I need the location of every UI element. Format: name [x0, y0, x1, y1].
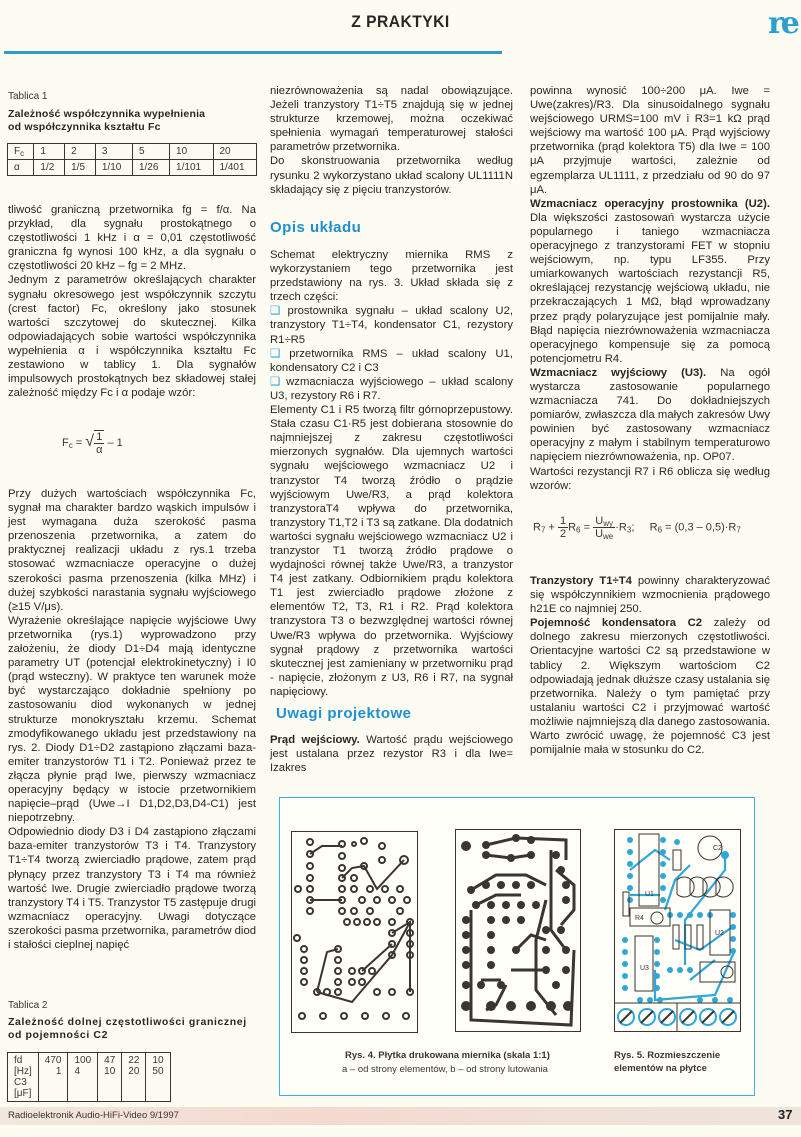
table2-cell: 47 10	[98, 1053, 122, 1102]
paragraph: Wyrażenie określające napięcie wyjściowe Uwy przetwornika (rys.1) wyprowadzono przy założeniu, że diody D1÷D4 mają identyczne parametry UT (potencjał elektrokinetyczny) i I0 (prąd wsteczny). W praktyce ten warunek może być wystarczająco dokładnie spełniony po zastosowaniu diod wykonanych w jednej strukturze monokryształu krzemu. Schemat zmodyfikowanego układu jest przedstawiony na rys. 2. Diody D1÷D2 zastąpiono złączami baza-emiter tranzystorów T1 i T2. Ponieważ przez te złącza płynie prąd Iwe, pierwszy wzmacniacz operacyjny będący w istocie przetwornikiem napięcie–prąd (Uwe→I D1,D2,D3,D4-C1) jest niepotrzebny.	[8, 614, 256, 825]
fig4-caption-sub: a – od strony elementów, b – od strony lutowania	[342, 1064, 548, 1075]
table1-cell: 1/5	[65, 160, 96, 176]
heading-opis-ukladu: Opis układu	[270, 219, 362, 236]
bullet-item: ❑ przetwornika RMS – układ scalony U1, kondensatory C2 i C3	[270, 347, 513, 374]
paragraph: Wzmacniacz wyjściowy (U3). Na ogół wystarcza zastosowanie popularnego wzmacniacza 741. Do dokładniejszych pomiarów, zwłaszcza dla małych zakresów Uwy powinien być zastosowany wzmacniacz operacyjny z małym i stabilnym temperaturowo napięciem niezrównoważenia, np. OP07.	[530, 366, 770, 464]
table1-cell: 2	[65, 144, 96, 160]
table1	[7, 143, 257, 176]
table2-label: Tablica 2	[8, 1000, 48, 1011]
fig5-caption-line2: elementów na płytce	[614, 1063, 707, 1074]
checkbox-bullet-icon: ❑	[270, 305, 288, 318]
table1-row-alpha	[8, 160, 257, 176]
fig4-caption-title: Rys. 4. Płytka drukowana miernika (skala 1:1)	[345, 1050, 550, 1061]
paragraph: Prąd wejściowy. Wartość prądu wejściowego jest ustalana przez rezystor R3 i dla Iwe= Izakres	[270, 734, 513, 775]
label-u2: U2	[715, 930, 724, 937]
fig5-caption	[614, 1049, 720, 1075]
paragraph: Pojemność kondensatora C2 zależy od dolnego zakresu mierzonych częstotliwości. Orientacyjne wartości C2 są przedstawione w tablicy 2. Większym wartościom C2 odpowiadają jednak dłuższe czasy ustalania się przetwornika. Należy o tym pamiętać przy ustalaniu wartości C2 i przyjmować wartość możliwie najmniejszą dla danego zastosowania. Warto zwrócić uwagę, że pojemność C3 jest pomijalnie mała w stosunku do C2.	[530, 617, 770, 757]
formula-fc: $F_c$ = √ $\frac{1}{\alpha}$ – 1	[62, 431, 123, 456]
header-rule	[4, 51, 502, 54]
table1-cell: 1/401	[213, 160, 257, 176]
table1-cell: 3	[95, 144, 132, 160]
pcb-a-drawing	[292, 832, 417, 1032]
table1-title	[8, 108, 205, 134]
col2-text-top	[270, 84, 513, 197]
publication-name: Radioelektronik Audio-HiFi-Video 9/1997	[8, 1110, 179, 1121]
paragraph: Odpowiednio diody D3 i D4 zastąpiono złączami baza-emiter tranzystorów T3 i T4. Tranzystory T1÷T4 tworzą zwierciadło prądowe, zatem prąd płynący przez tranzystory T3 i T4 ma również wartość Iwe. Drugie zwierciadło prądowe tworzą tranzystory T4 i T5. Tranzystor T5 zastępuje drugi wzmacniacz operacyjny. Uwagi dotyczące szerokości pasma przetwornika, parametrów diod i stałości cieplnej napięć	[8, 826, 257, 951]
paragraph: Wzmacniacz operacyjny prostownika (U2). Dla większości zastosowań wystarcza użycie popularnego i taniego wzmacniacza operacyjnego z tranzystorami FET w stopniu wejściowym, np. typu LF355. Przy umiarkowanych wartościach rezystancji R5, określającej rezystancję wejściową układu, nie przekraczających 1 MΩ, błąd wprowadzany przez prądy polaryzujące jest pomijalnie mały. Błąd napięcia niezrównoważenia wzmacniacza operacyjnego kompensuje się za pomocą potencjometru R4.	[530, 197, 770, 365]
paragraph: Schemat elektryczny miernika RMS z wykorzystaniem tego przetwornika jest przedstawiony na rys. 3. Układ składa się z trzech części:	[270, 249, 513, 304]
paragraph: tliwość graniczną przetwornika fg = f/α. Na przykład, dla sygnału prostokątnego o częstotliwości 1 kHz i α = 0,01 częstotliwość graniczna fg wynosi 100 kHz, a dla sygnału o częstotliwości 20 kHz – fg = 2 MHz.	[8, 204, 256, 273]
table1-cell: 1	[34, 144, 65, 160]
table1-title-line1: Zależność współczynnika wypełnienia	[8, 108, 206, 120]
paragraph: niezrównoważenia są nadal obowiązujące. Jeżeli tranzystory T1÷T5 znajdują się w jednej strukturze krzemowej, można oczekiwać spełnienia wymagań temperaturowej stałości parametrów przetwornika.	[270, 85, 513, 154]
table2-row	[8, 1053, 171, 1102]
paragraph: Elementy C1 i R5 tworzą filtr górnoprzepustowy. Stała czasu C1·R5 jest dobierana stosownie do najmniejszej z zakresu częstotliwości mierzonych sygnałów. Dla ujemnych wartości sygnału wejściowego wzmacniacz U2 i tranzystor T4 tworzą źródło o prądzie wyjściowym Uwe/R3, a prąd kolektora tranzystoraT4 wpływa do przetwornika, tranzystory T1,T2 i T3 są zatkane. Dla dodatnich wartości sygnału wejściowego wzmacniacz U2 i tranzystor T1 tworzą źródło prądowe o wydajności równej także Uwe/R3, a tranzystor T4 jest zatkany. Odbiornikiem prądu kolektora T1 jest zwierciadło prądowe złożone z elementów T2, T3, R1 i R2. Prąd kolektora tranzystora T3 o bezwzględnej wartości równej Uwe/R3 wpływa do przetwornika. Wyjściowy sygnał prądowy z przetwornika wartości skutecznej jest zamieniany w przetworniku prąd - napięcie, złożonym z U3, R6 i R7, na sygnał napięciowy.	[270, 404, 513, 698]
table1-cell: 1/10	[95, 160, 132, 176]
pcb-solder-side	[455, 829, 581, 1032]
table2-cell: 22 20	[122, 1053, 146, 1102]
label-u1: U1	[645, 891, 654, 898]
label-r4: R4	[635, 915, 644, 922]
paragraph: powinna wynosić 100÷200 μA. Iwe = Uwe(zakres)/R3. Dla sinusoidalnego sygnału wejściowego URMS=100 mV i R3=1 kΩ prąd wejściowy ma wartość 100 μA. Prąd wyjściowy przetwornika (prąd kolektora T5) dla Iwe = 100 μA przyjmuje wartości, zależnie od egzemplarza UL1111, z przedziału od 90 do 97 μA.	[530, 85, 770, 196]
bullet-item: ❑ wzmacniacza wyjściowego – układ scalony U3, rezystory R6 i R7.	[270, 375, 513, 402]
pcb-component-layout	[614, 829, 741, 1032]
heading-uwagi-projektowe: Uwagi projektowe	[276, 705, 412, 722]
table1-header-fc: $F_c$	[8, 144, 34, 160]
fig5-caption-line1: Rys. 5. Rozmieszczenie	[614, 1050, 721, 1061]
checkbox-bullet-icon: ❑	[270, 375, 287, 388]
table2-title: Zależność dolnej częstotliwości granicznej od pojemności C2	[8, 1016, 247, 1041]
table2	[7, 1052, 171, 1102]
col2-text-bottom	[270, 733, 513, 775]
table2-cell: 10 50	[146, 1053, 170, 1102]
table1-cell: 1/2	[34, 160, 65, 176]
table1-cell: 5	[132, 144, 169, 160]
pcb-component-side	[291, 831, 418, 1033]
label-c2: C2	[713, 845, 722, 852]
table2-cell: 100 4	[68, 1053, 98, 1102]
col1-text-bottom	[8, 487, 256, 952]
table1-label: Tablica 1	[8, 91, 48, 102]
checkbox-bullet-icon: ❑	[270, 347, 290, 360]
label-u3: U3	[640, 965, 649, 972]
table1-cell: 1/26	[132, 160, 169, 176]
table1-title-line2: od współczynnika kształtu Fc	[8, 121, 161, 133]
table1-header-alpha: α	[8, 160, 34, 176]
pcb-b-drawing	[456, 830, 580, 1031]
magazine-logo: re	[768, 6, 797, 41]
col2-text-mid	[270, 248, 513, 699]
paragraph: Do skonstruowania przetwornika według rysunku 2 wykorzystano układ scalony UL1111N składający się z pięciu tranzystorów.	[270, 155, 513, 196]
table1-row-fc	[8, 144, 257, 160]
table2-cell: 470 1	[38, 1053, 68, 1102]
table1-cell: 1/101	[170, 160, 213, 176]
table1-cell: 20	[213, 144, 257, 160]
col1-text-top	[8, 203, 256, 400]
col3-text-top	[530, 84, 770, 493]
paragraph: Tranzystory T1÷T4 powinny charakteryzować się współczynnikiem wzmocnienia prądowego h21E co najmniej 250.	[530, 575, 770, 616]
paragraph: Jednym z parametrów określających charakter sygnału okresowego jest współczynnik szczytu (crest factor) Fc, określony jako stosunek wartości szczytowej do skutecznej. Kilka odpowiadających sobie wartości współczynnika wypełnienia α i współczynnika kształtu Fc zestawiono w tablicy 1. Dla sygnałów impulsowych prostokątnych bez składowej stałej zależność między Fc i α podaje wzór:	[8, 274, 256, 400]
section-title: Z PRAKTYKI	[351, 12, 450, 31]
formula-r7-r6: $R_7$ + $\frac{1}{2}$ $R_6$ = $\frac{U_{wy}}{U_{we}}$ $\cdot R_3$; $R_6 = (0,3 - 0,5)\cdot R_7$	[533, 515, 741, 541]
paragraph: Przy dużych wartościach współczynnika Fc, sygnał ma charakter bardzo wąskich impulsów i jest wymagana duża szerokość pasma przenoszenia przetwornika, a zatem do praktycznej realizacji układu z rys.1 trzeba stosować wzmacniacze operacyjne o dużej szerokości pasma przenoszenia (kilka MHz) i dużej szybkości narastania sygnału wyjściowego (≥15 V/μs).	[8, 488, 256, 613]
table1-cell: 10	[170, 144, 213, 160]
col3-text-bottom	[530, 574, 770, 757]
page-number: 37	[778, 1107, 793, 1122]
paragraph: Wartości rezystancji R7 i R6 oblicza się według wzorów:	[530, 465, 770, 492]
bullet-item: ❑ prostownika sygnału – układ scalony U2, tranzystory T1÷T4, kondensator C1, rezystory R1÷R5	[270, 305, 513, 346]
table2-header: fd [Hz] C3 [μF]	[8, 1053, 39, 1102]
pcb-layout-drawing	[615, 830, 740, 1031]
